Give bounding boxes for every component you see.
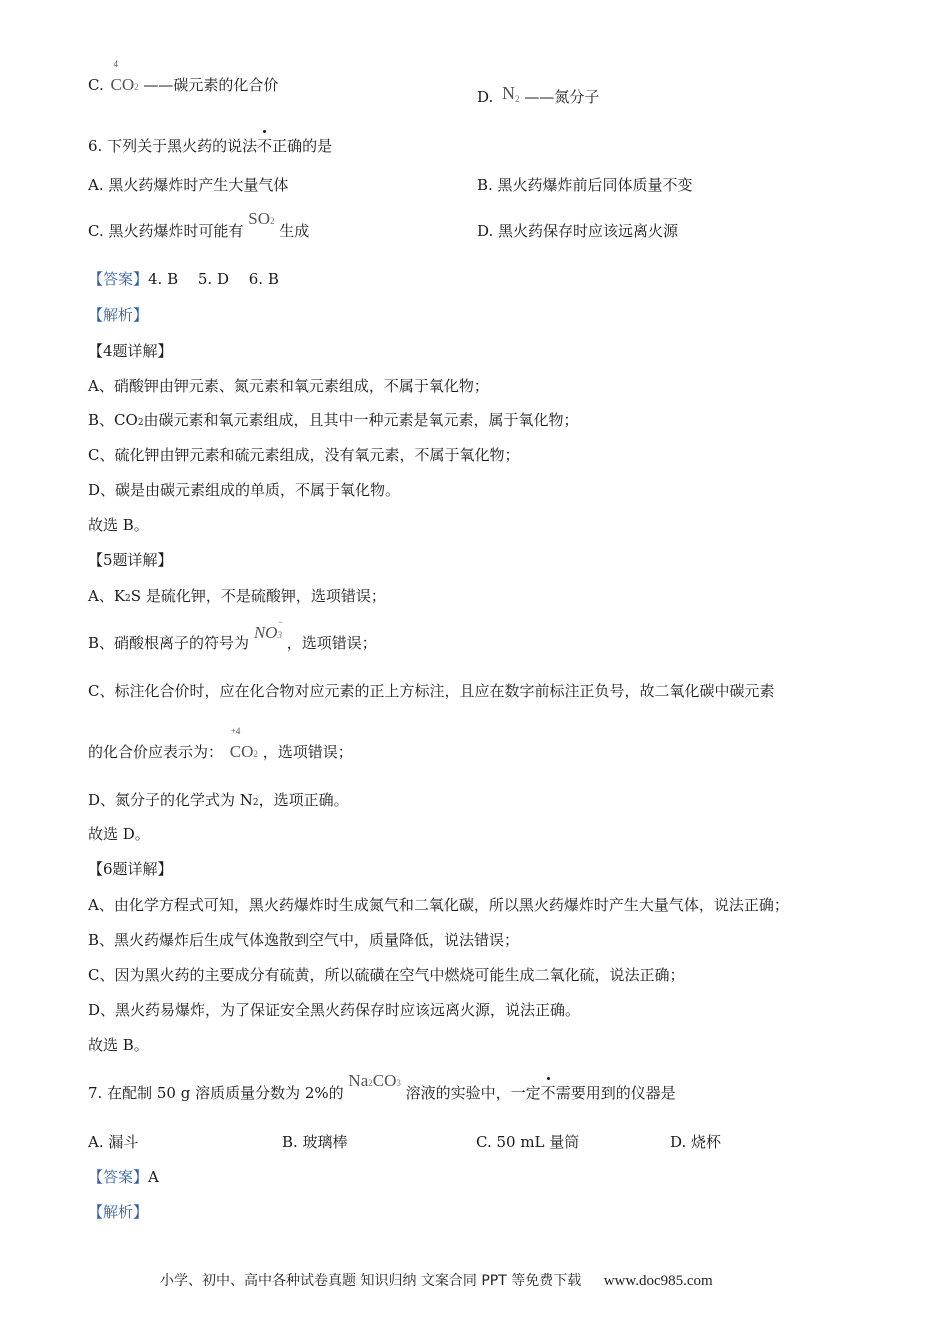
detail-5-line-c2: 的化合价应表示为： +4 CO2 ，选项错误； xyxy=(88,726,353,761)
q6-option-b: B. 黑火药爆炸前后同体质量不变 xyxy=(477,176,693,194)
detail-4-line-b: B、CO2由碳元素和氧元素组成，且其中一种元素是氧元素，属于氧化物； xyxy=(88,411,579,429)
answer-tag: 【答案】 xyxy=(88,1168,149,1186)
na2co3-formula: Na2CO3 xyxy=(348,1071,401,1090)
q7-option-b: B. 玻璃棒 xyxy=(282,1133,348,1151)
q6-option-a: A. 黑火药爆炸时产生大量气体 xyxy=(88,176,289,194)
detail-4-title: 【4题详解】 xyxy=(88,342,173,360)
n2-formula: N2 xyxy=(502,83,520,104)
q6-option-d: D. 黑火药保存时应该远离火源 xyxy=(477,222,679,240)
detail-6-line-a: A、由化学方程式可知，黑火药爆炸时生成氮气和二氧化碳，所以黑火药爆炸时产生大量气体，说法正确； xyxy=(88,896,789,914)
q7-stem: 7. 在配制 50 g 溶质质量分数为 2%的 Na2CO3 溶液的实验中，一定不需要用到的仪器是 xyxy=(88,1071,676,1102)
detail-5-line-a: A、K2S 是硫化钾，不是硫酸钾，选项错误； xyxy=(88,587,386,605)
detail-6-line-d: D、黑火药易爆炸，为了保证安全黑火药保存时应该远离火源，说法正确。 xyxy=(88,1001,581,1019)
q7-option-d: D. 烧杯 xyxy=(670,1133,722,1151)
footer xyxy=(160,1270,713,1290)
detail-5-title: 【5题详解】 xyxy=(88,551,173,569)
detail-4-line-d: D、碳是由碳元素组成的单质，不属于氧化物。 xyxy=(88,481,401,499)
answer-tag: 【答案】 xyxy=(88,270,149,288)
q5-option-d: D. N2 ——氮分子 xyxy=(477,83,600,106)
detail-6-conclusion: 故选 B。 xyxy=(88,1036,149,1054)
answer-line-2: 【答案】A xyxy=(88,1168,159,1186)
detail-5-line-c1: C、标注化合价时，应在化合物对应元素的正上方标注，且应在数字前标注正负号，故二氧化碳中碳元素 xyxy=(88,682,775,700)
q5-option-c: C. 4 CO2 ——碳元素的化合价 xyxy=(88,59,279,94)
detail-6-line-c: C、因为黑火药的主要成分有硫黄，所以硫磺在空气中燃烧可能生成二氧化硫，说法正确； xyxy=(88,966,685,984)
so2-formula: SO2 xyxy=(248,209,275,228)
co2-valence-formula-answer: +4 CO2 xyxy=(229,726,258,761)
analysis-tag: 【解析】 xyxy=(88,306,149,324)
detail-4-line-c: C、硫化钾由钾元素和硫元素组成，没有氧元素，不属于氧化物； xyxy=(88,446,520,464)
q6-option-c: C. 黑火药爆炸时可能有 SO2 生成 xyxy=(88,209,310,240)
detail-5-conclusion: 故选 D。 xyxy=(88,825,150,843)
q7-option-c: C. 50 mL 量筒 xyxy=(476,1133,580,1151)
emphasis-dot: 不 xyxy=(540,1084,556,1102)
detail-4-conclusion: 故选 B。 xyxy=(88,516,149,534)
footer-url[interactable]: www.doc985.com xyxy=(603,1273,713,1289)
detail-6-line-b: B、黑火药爆炸后生成气体逸散到空气中，质量降低，说法错误； xyxy=(88,931,520,949)
nitrate-ion-formula: NO − 3 xyxy=(253,617,284,642)
q7-option-a: A. 漏斗 xyxy=(88,1133,139,1151)
answer-line: 【答案】4. B 5. D 6. B xyxy=(88,270,279,288)
detail-6-title: 【6题详解】 xyxy=(88,860,173,878)
detail-4-line-a: A、硝酸钾由钾元素、氮元素和氧元素组成，不属于氧化物； xyxy=(88,377,489,395)
q6-stem: 6. 下列关于黑火药的说法不正确的是 xyxy=(88,137,333,155)
detail-5-line-d: D、氮分子的化学式为 N2，选项正确。 xyxy=(88,791,349,809)
footer-text: 小学、初中、高中各种试卷真题 知识归纳 文案合同 PPT 等免费下载 xyxy=(160,1273,582,1289)
analysis-tag-2: 【解析】 xyxy=(88,1203,149,1221)
detail-5-line-b: B、硝酸根离子的符号为 NO − 3 ，选项错误； xyxy=(88,617,377,652)
emphasis-dot: 不 xyxy=(257,137,273,155)
co2-valence-formula: 4 CO2 xyxy=(110,59,139,94)
